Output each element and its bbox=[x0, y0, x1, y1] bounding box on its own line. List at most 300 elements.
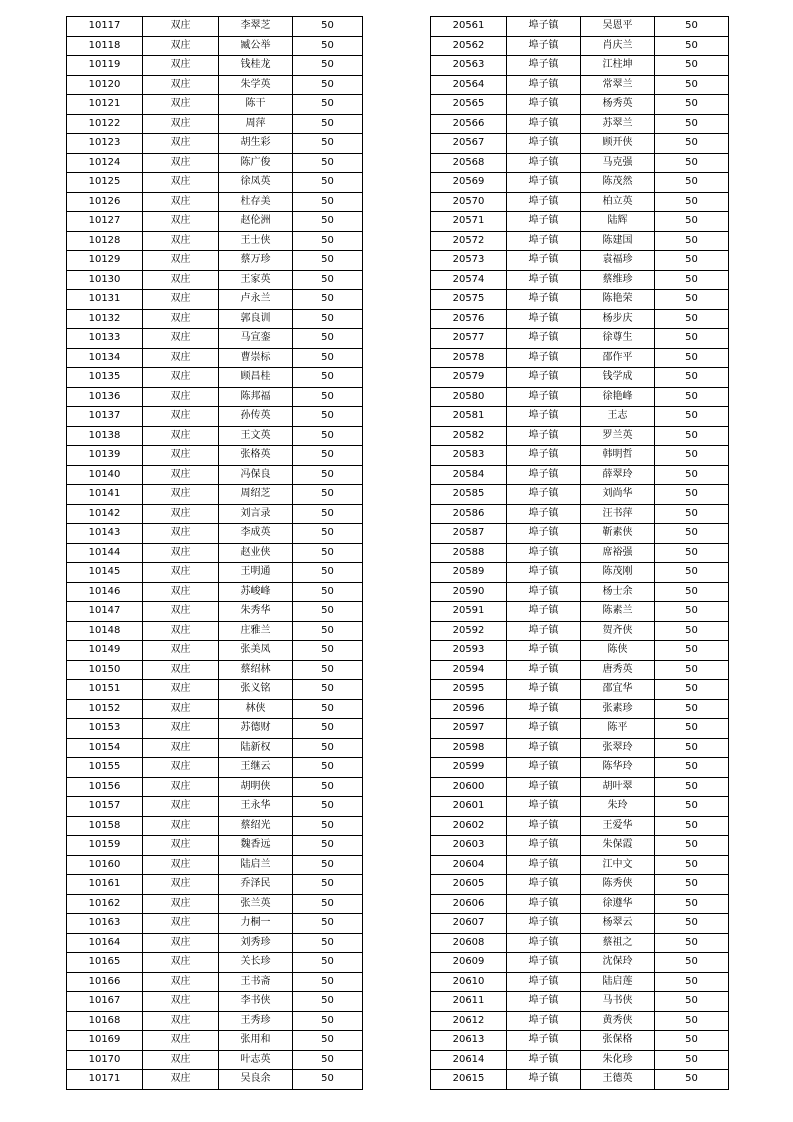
town-cell: 埠子镇 bbox=[507, 504, 581, 524]
id-cell: 10169 bbox=[67, 1031, 143, 1051]
town-cell: 埠子镇 bbox=[507, 758, 581, 778]
table-row bbox=[67, 875, 363, 895]
town-cell: 双庄 bbox=[143, 719, 219, 739]
town-cell: 双庄 bbox=[143, 231, 219, 251]
amount-cell: 50 bbox=[293, 660, 363, 680]
town-cell: 双庄 bbox=[143, 134, 219, 154]
town-cell: 双庄 bbox=[143, 797, 219, 817]
name-cell: 杜存美 bbox=[219, 192, 293, 212]
amount-cell: 50 bbox=[655, 602, 729, 622]
name-cell: 常翠兰 bbox=[581, 75, 655, 95]
town-cell: 双庄 bbox=[143, 270, 219, 290]
name-cell: 臧公举 bbox=[219, 36, 293, 56]
amount-cell: 50 bbox=[655, 875, 729, 895]
town-cell: 埠子镇 bbox=[507, 621, 581, 641]
amount-cell: 50 bbox=[655, 251, 729, 271]
id-cell: 10166 bbox=[67, 972, 143, 992]
amount-cell: 50 bbox=[655, 1011, 729, 1031]
amount-cell: 50 bbox=[293, 251, 363, 271]
table-row bbox=[67, 680, 363, 700]
id-cell: 10147 bbox=[67, 602, 143, 622]
id-cell: 10146 bbox=[67, 582, 143, 602]
table-row bbox=[67, 212, 363, 232]
id-cell: 10165 bbox=[67, 953, 143, 973]
town-cell: 双庄 bbox=[143, 329, 219, 349]
table-row bbox=[67, 153, 363, 173]
town-cell: 埠子镇 bbox=[507, 465, 581, 485]
table-row bbox=[67, 524, 363, 544]
table-row bbox=[431, 875, 729, 895]
id-cell: 20565 bbox=[431, 95, 507, 115]
town-cell: 双庄 bbox=[143, 407, 219, 427]
table-row bbox=[67, 446, 363, 466]
town-cell: 双庄 bbox=[143, 1031, 219, 1051]
id-cell: 20584 bbox=[431, 465, 507, 485]
amount-cell: 50 bbox=[293, 134, 363, 154]
name-cell: 陆辉 bbox=[581, 212, 655, 232]
table-row bbox=[431, 543, 729, 563]
id-cell: 20572 bbox=[431, 231, 507, 251]
id-cell: 20576 bbox=[431, 309, 507, 329]
amount-cell: 50 bbox=[293, 582, 363, 602]
amount-cell: 50 bbox=[655, 348, 729, 368]
name-cell: 乔泽民 bbox=[219, 875, 293, 895]
name-cell: 卢永兰 bbox=[219, 290, 293, 310]
amount-cell: 50 bbox=[655, 114, 729, 134]
id-cell: 10120 bbox=[67, 75, 143, 95]
table-row bbox=[431, 17, 729, 37]
table-row bbox=[67, 1011, 363, 1031]
id-cell: 20578 bbox=[431, 348, 507, 368]
town-cell: 埠子镇 bbox=[507, 543, 581, 563]
name-cell: 陈艳荣 bbox=[581, 290, 655, 310]
amount-cell: 50 bbox=[655, 134, 729, 154]
table-row bbox=[431, 914, 729, 934]
name-cell: 吴良余 bbox=[219, 1070, 293, 1090]
amount-cell: 50 bbox=[293, 894, 363, 914]
id-cell: 20604 bbox=[431, 855, 507, 875]
table-row bbox=[431, 563, 729, 583]
town-cell: 埠子镇 bbox=[507, 914, 581, 934]
town-cell: 埠子镇 bbox=[507, 446, 581, 466]
id-cell: 20586 bbox=[431, 504, 507, 524]
table-row bbox=[431, 621, 729, 641]
amount-cell: 50 bbox=[655, 524, 729, 544]
town-cell: 埠子镇 bbox=[507, 1050, 581, 1070]
town-cell: 双庄 bbox=[143, 114, 219, 134]
town-cell: 双庄 bbox=[143, 485, 219, 505]
table-row bbox=[67, 1050, 363, 1070]
name-cell: 刘言录 bbox=[219, 504, 293, 524]
table-row bbox=[67, 758, 363, 778]
id-cell: 20566 bbox=[431, 114, 507, 134]
amount-cell: 50 bbox=[293, 368, 363, 388]
town-cell: 双庄 bbox=[143, 348, 219, 368]
id-cell: 20605 bbox=[431, 875, 507, 895]
town-cell: 埠子镇 bbox=[507, 738, 581, 758]
name-cell: 袁福珍 bbox=[581, 251, 655, 271]
amount-cell: 50 bbox=[293, 329, 363, 349]
id-cell: 20573 bbox=[431, 251, 507, 271]
roster-table-body bbox=[431, 17, 729, 1090]
table-row bbox=[67, 933, 363, 953]
name-cell: 靳素侠 bbox=[581, 524, 655, 544]
id-cell: 10141 bbox=[67, 485, 143, 505]
town-cell: 双庄 bbox=[143, 1070, 219, 1090]
name-cell: 张素珍 bbox=[581, 699, 655, 719]
table-row bbox=[67, 602, 363, 622]
name-cell: 关长珍 bbox=[219, 953, 293, 973]
id-cell: 20585 bbox=[431, 485, 507, 505]
amount-cell: 50 bbox=[293, 1050, 363, 1070]
town-cell: 双庄 bbox=[143, 387, 219, 407]
name-cell: 朱玲 bbox=[581, 797, 655, 817]
amount-cell: 50 bbox=[293, 738, 363, 758]
table-row bbox=[67, 719, 363, 739]
table-row bbox=[431, 1070, 729, 1090]
name-cell: 陈茂刚 bbox=[581, 563, 655, 583]
name-cell: 胡明侠 bbox=[219, 777, 293, 797]
id-cell: 10145 bbox=[67, 563, 143, 583]
table-row bbox=[67, 972, 363, 992]
table-row bbox=[67, 953, 363, 973]
name-cell: 徐遵华 bbox=[581, 894, 655, 914]
town-cell: 双庄 bbox=[143, 446, 219, 466]
id-cell: 20579 bbox=[431, 368, 507, 388]
amount-cell: 50 bbox=[655, 543, 729, 563]
table-row bbox=[67, 992, 363, 1012]
name-cell: 王德英 bbox=[581, 1070, 655, 1090]
table-row bbox=[431, 212, 729, 232]
amount-cell: 50 bbox=[293, 621, 363, 641]
name-cell: 汪书萍 bbox=[581, 504, 655, 524]
table-row bbox=[67, 36, 363, 56]
amount-cell: 50 bbox=[655, 407, 729, 427]
name-cell: 李书侠 bbox=[219, 992, 293, 1012]
table-row bbox=[431, 309, 729, 329]
id-cell: 10132 bbox=[67, 309, 143, 329]
name-cell: 王士侠 bbox=[219, 231, 293, 251]
table-row bbox=[431, 407, 729, 427]
table-row bbox=[67, 699, 363, 719]
name-cell: 柏立英 bbox=[581, 192, 655, 212]
id-cell: 10136 bbox=[67, 387, 143, 407]
table-row bbox=[431, 290, 729, 310]
id-cell: 10171 bbox=[67, 1070, 143, 1090]
id-cell: 20607 bbox=[431, 914, 507, 934]
name-cell: 沈保玲 bbox=[581, 953, 655, 973]
table-row bbox=[431, 582, 729, 602]
town-cell: 双庄 bbox=[143, 816, 219, 836]
name-cell: 苏峻峰 bbox=[219, 582, 293, 602]
town-cell: 双庄 bbox=[143, 680, 219, 700]
table-row bbox=[431, 134, 729, 154]
table-row bbox=[431, 192, 729, 212]
table-row bbox=[67, 816, 363, 836]
amount-cell: 50 bbox=[293, 524, 363, 544]
id-cell: 10119 bbox=[67, 56, 143, 76]
amount-cell: 50 bbox=[655, 173, 729, 193]
id-cell: 20582 bbox=[431, 426, 507, 446]
amount-cell: 50 bbox=[293, 1011, 363, 1031]
name-cell: 王明通 bbox=[219, 563, 293, 583]
name-cell: 胡叶翠 bbox=[581, 777, 655, 797]
amount-cell: 50 bbox=[293, 290, 363, 310]
town-cell: 埠子镇 bbox=[507, 1011, 581, 1031]
amount-cell: 50 bbox=[655, 582, 729, 602]
id-cell: 10129 bbox=[67, 251, 143, 271]
id-cell: 20599 bbox=[431, 758, 507, 778]
name-cell: 韩明哲 bbox=[581, 446, 655, 466]
amount-cell: 50 bbox=[655, 953, 729, 973]
name-cell: 马书侠 bbox=[581, 992, 655, 1012]
id-cell: 10160 bbox=[67, 855, 143, 875]
name-cell: 王秀珍 bbox=[219, 1011, 293, 1031]
amount-cell: 50 bbox=[293, 446, 363, 466]
name-cell: 王永华 bbox=[219, 797, 293, 817]
town-cell: 埠子镇 bbox=[507, 329, 581, 349]
id-cell: 10123 bbox=[67, 134, 143, 154]
amount-cell: 50 bbox=[293, 875, 363, 895]
table-row bbox=[67, 368, 363, 388]
name-cell: 朱保霞 bbox=[581, 836, 655, 856]
name-cell: 杨秀英 bbox=[581, 95, 655, 115]
name-cell: 王家英 bbox=[219, 270, 293, 290]
table-row bbox=[67, 465, 363, 485]
name-cell: 陈秀侠 bbox=[581, 875, 655, 895]
id-cell: 10124 bbox=[67, 153, 143, 173]
id-cell: 10161 bbox=[67, 875, 143, 895]
town-cell: 双庄 bbox=[143, 855, 219, 875]
name-cell: 江柱坤 bbox=[581, 56, 655, 76]
amount-cell: 50 bbox=[655, 1050, 729, 1070]
town-cell: 双庄 bbox=[143, 777, 219, 797]
table-row bbox=[67, 777, 363, 797]
amount-cell: 50 bbox=[655, 270, 729, 290]
amount-cell: 50 bbox=[655, 641, 729, 661]
town-cell: 双庄 bbox=[143, 36, 219, 56]
amount-cell: 50 bbox=[655, 446, 729, 466]
name-cell: 陈侠 bbox=[581, 641, 655, 661]
id-cell: 20603 bbox=[431, 836, 507, 856]
amount-cell: 50 bbox=[293, 777, 363, 797]
name-cell: 张用和 bbox=[219, 1031, 293, 1051]
amount-cell: 50 bbox=[293, 56, 363, 76]
town-cell: 埠子镇 bbox=[507, 524, 581, 544]
table-row bbox=[67, 426, 363, 446]
name-cell: 杨士余 bbox=[581, 582, 655, 602]
amount-cell: 50 bbox=[293, 407, 363, 427]
amount-cell: 50 bbox=[655, 972, 729, 992]
id-cell: 20598 bbox=[431, 738, 507, 758]
id-cell: 10122 bbox=[67, 114, 143, 134]
town-cell: 埠子镇 bbox=[507, 95, 581, 115]
name-cell: 蔡绍林 bbox=[219, 660, 293, 680]
table-row bbox=[431, 504, 729, 524]
name-cell: 林侠 bbox=[219, 699, 293, 719]
name-cell: 李翠芝 bbox=[219, 17, 293, 37]
amount-cell: 50 bbox=[293, 504, 363, 524]
table-row bbox=[67, 797, 363, 817]
town-cell: 埠子镇 bbox=[507, 602, 581, 622]
town-cell: 双庄 bbox=[143, 914, 219, 934]
town-cell: 双庄 bbox=[143, 758, 219, 778]
id-cell: 20564 bbox=[431, 75, 507, 95]
amount-cell: 50 bbox=[655, 758, 729, 778]
id-cell: 20615 bbox=[431, 1070, 507, 1090]
town-cell: 双庄 bbox=[143, 738, 219, 758]
id-cell: 10130 bbox=[67, 270, 143, 290]
id-cell: 10156 bbox=[67, 777, 143, 797]
id-cell: 20609 bbox=[431, 953, 507, 973]
amount-cell: 50 bbox=[293, 75, 363, 95]
town-cell: 双庄 bbox=[143, 992, 219, 1012]
name-cell: 顾昌桂 bbox=[219, 368, 293, 388]
id-cell: 10139 bbox=[67, 446, 143, 466]
id-cell: 10140 bbox=[67, 465, 143, 485]
table-row bbox=[67, 894, 363, 914]
town-cell: 埠子镇 bbox=[507, 563, 581, 583]
amount-cell: 50 bbox=[655, 660, 729, 680]
id-cell: 20561 bbox=[431, 17, 507, 37]
id-cell: 20575 bbox=[431, 290, 507, 310]
table-row bbox=[431, 1011, 729, 1031]
name-cell: 陈干 bbox=[219, 95, 293, 115]
name-cell: 钱学成 bbox=[581, 368, 655, 388]
amount-cell: 50 bbox=[293, 36, 363, 56]
table-row bbox=[67, 855, 363, 875]
amount-cell: 50 bbox=[293, 270, 363, 290]
town-cell: 埠子镇 bbox=[507, 894, 581, 914]
id-cell: 20574 bbox=[431, 270, 507, 290]
amount-cell: 50 bbox=[655, 933, 729, 953]
id-cell: 10167 bbox=[67, 992, 143, 1012]
table-row bbox=[67, 309, 363, 329]
name-cell: 肖庆兰 bbox=[581, 36, 655, 56]
town-cell: 埠子镇 bbox=[507, 251, 581, 271]
amount-cell: 50 bbox=[293, 933, 363, 953]
id-cell: 10159 bbox=[67, 836, 143, 856]
amount-cell: 50 bbox=[655, 95, 729, 115]
table-row bbox=[67, 836, 363, 856]
name-cell: 陆启莲 bbox=[581, 972, 655, 992]
name-cell: 杨步庆 bbox=[581, 309, 655, 329]
amount-cell: 50 bbox=[293, 641, 363, 661]
id-cell: 20590 bbox=[431, 582, 507, 602]
table-row bbox=[67, 114, 363, 134]
id-cell: 20612 bbox=[431, 1011, 507, 1031]
name-cell: 罗兰英 bbox=[581, 426, 655, 446]
table-row bbox=[67, 75, 363, 95]
id-cell: 20613 bbox=[431, 1031, 507, 1051]
table-row bbox=[431, 465, 729, 485]
town-cell: 双庄 bbox=[143, 465, 219, 485]
town-cell: 埠子镇 bbox=[507, 836, 581, 856]
id-cell: 10151 bbox=[67, 680, 143, 700]
table-row bbox=[431, 524, 729, 544]
name-cell: 蔡万珍 bbox=[219, 251, 293, 271]
name-cell: 徐尊生 bbox=[581, 329, 655, 349]
roster-table-body bbox=[67, 17, 363, 1090]
name-cell: 贺齐侠 bbox=[581, 621, 655, 641]
table-row bbox=[67, 738, 363, 758]
table-row bbox=[431, 602, 729, 622]
name-cell: 顾开侠 bbox=[581, 134, 655, 154]
amount-cell: 50 bbox=[293, 17, 363, 37]
id-cell: 20608 bbox=[431, 933, 507, 953]
table-row bbox=[431, 855, 729, 875]
table-row bbox=[67, 485, 363, 505]
town-cell: 埠子镇 bbox=[507, 777, 581, 797]
roster-table-left bbox=[66, 16, 363, 1090]
table-row bbox=[431, 231, 729, 251]
amount-cell: 50 bbox=[655, 290, 729, 310]
town-cell: 双庄 bbox=[143, 953, 219, 973]
amount-cell: 50 bbox=[655, 36, 729, 56]
amount-cell: 50 bbox=[293, 719, 363, 739]
town-cell: 双庄 bbox=[143, 582, 219, 602]
amount-cell: 50 bbox=[293, 1070, 363, 1090]
id-cell: 20601 bbox=[431, 797, 507, 817]
town-cell: 埠子镇 bbox=[507, 368, 581, 388]
name-cell: 苏翠兰 bbox=[581, 114, 655, 134]
amount-cell: 50 bbox=[293, 953, 363, 973]
name-cell: 魏香远 bbox=[219, 836, 293, 856]
amount-cell: 50 bbox=[293, 836, 363, 856]
table-row bbox=[431, 75, 729, 95]
id-cell: 20593 bbox=[431, 641, 507, 661]
amount-cell: 50 bbox=[293, 387, 363, 407]
name-cell: 钱桂龙 bbox=[219, 56, 293, 76]
name-cell: 力桐一 bbox=[219, 914, 293, 934]
table-row bbox=[67, 387, 363, 407]
town-cell: 双庄 bbox=[143, 836, 219, 856]
id-cell: 10163 bbox=[67, 914, 143, 934]
amount-cell: 50 bbox=[655, 621, 729, 641]
amount-cell: 50 bbox=[293, 192, 363, 212]
name-cell: 唐秀英 bbox=[581, 660, 655, 680]
table-row bbox=[431, 329, 729, 349]
town-cell: 双庄 bbox=[143, 641, 219, 661]
town-cell: 埠子镇 bbox=[507, 816, 581, 836]
town-cell: 埠子镇 bbox=[507, 1070, 581, 1090]
amount-cell: 50 bbox=[655, 738, 729, 758]
name-cell: 蔡祖之 bbox=[581, 933, 655, 953]
table-row bbox=[431, 641, 729, 661]
amount-cell: 50 bbox=[293, 758, 363, 778]
town-cell: 埠子镇 bbox=[507, 680, 581, 700]
name-cell: 邵作平 bbox=[581, 348, 655, 368]
table-row bbox=[67, 95, 363, 115]
name-cell: 陆新权 bbox=[219, 738, 293, 758]
roster-table-right bbox=[430, 16, 729, 1090]
amount-cell: 50 bbox=[293, 816, 363, 836]
table-row bbox=[431, 816, 729, 836]
id-cell: 10162 bbox=[67, 894, 143, 914]
name-cell: 江中文 bbox=[581, 855, 655, 875]
amount-cell: 50 bbox=[293, 212, 363, 232]
town-cell: 埠子镇 bbox=[507, 933, 581, 953]
town-cell: 埠子镇 bbox=[507, 855, 581, 875]
amount-cell: 50 bbox=[293, 1031, 363, 1051]
id-cell: 20591 bbox=[431, 602, 507, 622]
table-row bbox=[431, 797, 729, 817]
id-cell: 10158 bbox=[67, 816, 143, 836]
table-row bbox=[431, 738, 729, 758]
amount-cell: 50 bbox=[293, 173, 363, 193]
amount-cell: 50 bbox=[655, 231, 729, 251]
table-row bbox=[431, 446, 729, 466]
